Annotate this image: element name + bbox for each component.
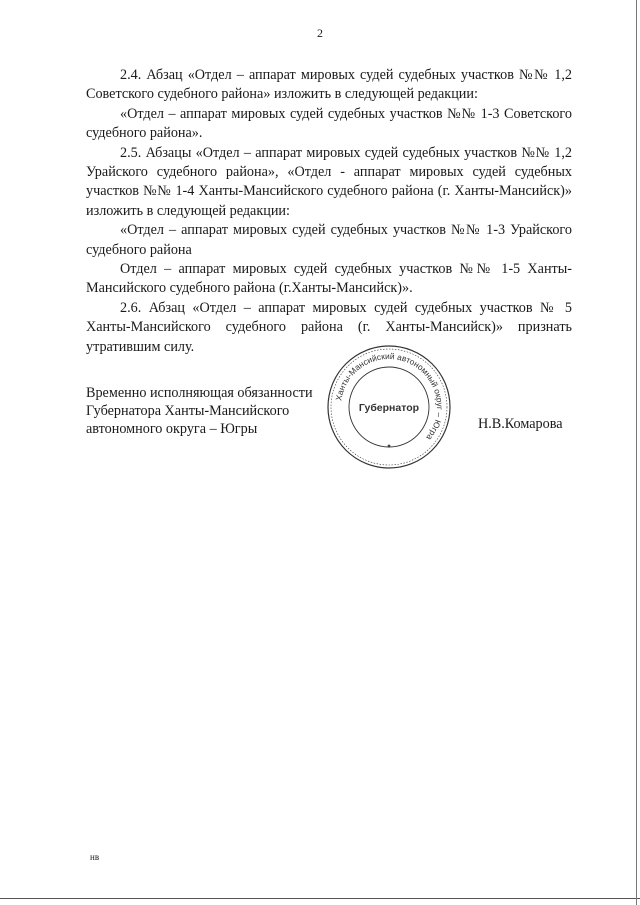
scan-bottom-edge (0, 898, 640, 899)
paragraph-2-4-new-text: «Отдел – аппарат мировых судей судебных участков №№ 1-3 Советского судебного района». (86, 105, 572, 142)
paragraph-2-5-new-text-1: «Отдел – аппарат мировых судей судебных участков №№ 1-3 Урайского судебного района (86, 222, 572, 258)
paragraph-2-6: 2.6. Абзац «Отдел – аппарат мировых судей судебных участков № 5 Ханты-Мансийского судебного района (г. Ханты-Мансийск)» признать утратившим силу. (86, 299, 572, 355)
official-seal-stamp (326, 344, 452, 470)
signatory-title (86, 384, 336, 438)
paragraph-2-5: 2.5. Абзацы «Отдел – аппарат мировых судей судебных участков №№ 1,2 Урайского судебного района», «Отдел - аппарат мировых судей судебных участков №№ 1-4 Ханты-Мансийского судебного района (г. Ханты-Мансийск)» изложить в следующей редакции: (86, 144, 572, 219)
star-icon: ✦ (386, 444, 392, 450)
signatory-title-line: Губернатора Ханты-Мансийского (86, 403, 290, 419)
signatory-title-line: автономного округа – Югры (86, 421, 258, 437)
paragraph-2-5-new-text-2: Отдел – аппарат мировых судей судебных участков №№ 1-5 Ханты-Мансийского судебного района (г.Ханты-Мансийск)». (86, 261, 572, 297)
paragraph-2-4: 2.4. Абзац «Отдел – аппарат мировых судей судебных участков №№ 1,2 Советского судебного района» изложить в следующей редакции: (86, 67, 572, 103)
scan-right-edge (636, 0, 637, 905)
executor-initials: нв (90, 852, 100, 862)
seal-ring-text: Ханты-Мансийский автономный округ – Югра (333, 350, 446, 443)
signer-name: Н.В.Комарова (478, 416, 563, 432)
signatory-title-line: Временно исполняющая обязанности (86, 385, 313, 401)
page-number: 2 (317, 26, 323, 40)
seal-center-text: Губернатор (358, 402, 420, 414)
seal-icon (326, 344, 452, 470)
document-body (86, 66, 572, 357)
